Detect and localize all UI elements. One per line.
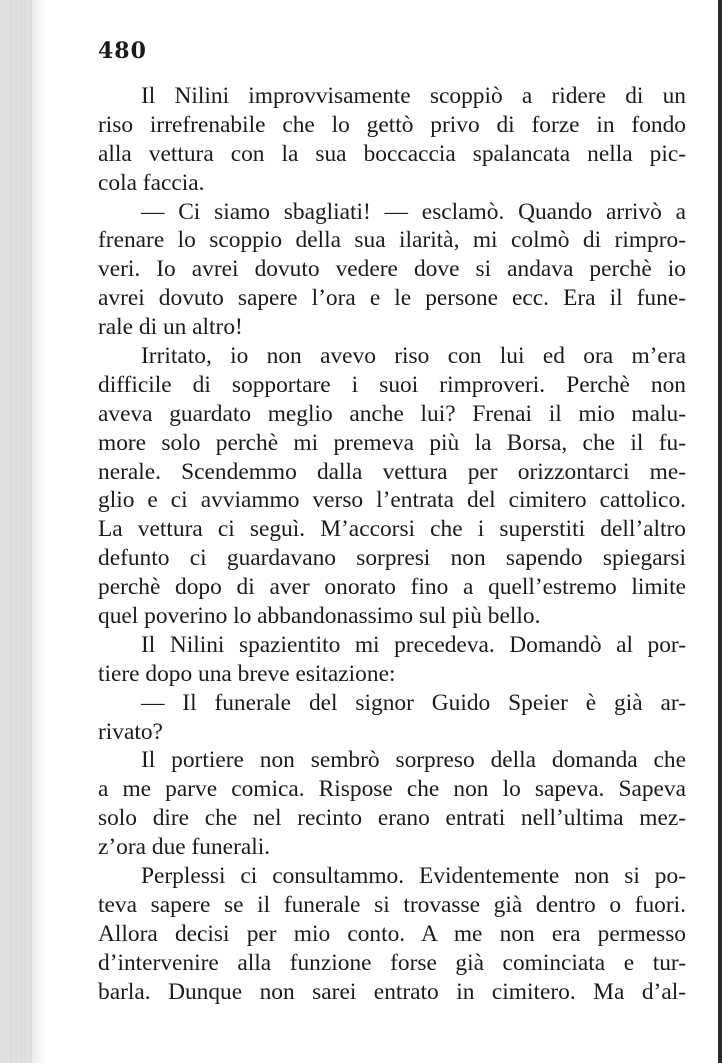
text-line: glio e ci avviammo verso l’entrata del cimitero cattolico. [98, 487, 686, 514]
text-line: more solo perchè mi premeva più la Borsa, che il fu- [98, 429, 686, 456]
text-line: riso irrefrenabile che lo gettò privo di forze in fondo [98, 111, 686, 138]
text-line: La vettura ci seguì. M’accorsi che i superstiti dell’altro [98, 516, 686, 543]
text-line: Perplessi ci consultammo. Evidentemente non si po- [141, 863, 686, 890]
text-line: tiere dopo una breve esitazione: [98, 660, 396, 687]
page-right-edge [718, 0, 722, 1063]
text-line: Il Nilini improvvisamente scoppiò a ridere di un [141, 83, 686, 109]
text-line: Allora decisi per mio conto. A me non era permesso [98, 920, 686, 947]
text-line: avrei dovuto sapere l’ora e le persone ecc. Era il fune- [98, 285, 686, 312]
text-line: alla vettura con la sua boccaccia spalancata nella pic- [98, 140, 686, 167]
text-line: z’ora due funerali. [98, 834, 271, 861]
text-line: defunto ci guardavano sorpresi non sapendo spiegarsi [98, 545, 686, 572]
text-line: rale di un altro! [98, 314, 243, 341]
text-line: frenare lo scoppio della sua ilarità, mi colmò di rimpro- [98, 227, 686, 254]
body-text [98, 82, 686, 1007]
text-line: a me parve comica. Rispose che non lo sapeva. Sapeva [98, 776, 686, 803]
book-binding-edge [0, 0, 32, 1063]
text-line: perchè dopo di aver onorato fino a quell’estremo limite [98, 574, 686, 601]
text-line: d’intervenire alla funzione forse già cominciata e tur- [98, 949, 686, 976]
text-line: cola faccia. [98, 169, 205, 196]
text-line: rivato? [98, 718, 163, 745]
text-line: — Ci siamo sbagliati! — esclamò. Quando arrivò a [141, 198, 686, 225]
text-line: — Il funerale del signor Guido Speier è già ar- [141, 689, 686, 716]
text-line: nerale. Scendemmo dalla vettura per orizzontarci me- [98, 458, 686, 485]
text-line: aveva guardato meglio anche lui? Frenai il mio malu- [98, 400, 686, 427]
text-line: veri. Io avrei dovuto vedere dove si andava perchè io [98, 256, 686, 283]
text-line: Il portiere non sembrò sorpreso della domanda che [141, 747, 686, 774]
text-line: Il Nilini spazientito mi precedeva. Domandò al por- [141, 631, 686, 658]
text-line: Irritato, io non avevo riso con lui ed ora m’era [141, 343, 686, 370]
text-line: solo dire che nel recinto erano entrati nell’ultima mez- [98, 805, 686, 832]
text-line: difficile di sopportare i suoi rimproveri. Perchè non [98, 371, 686, 398]
binding-shadow [32, 0, 46, 1063]
text-line: teva sapere se il funerale si trovasse già dentro o fuori. [98, 891, 686, 918]
text-line: barla. Dunque non sarei entrato in cimitero. Ma d’al- [98, 978, 686, 1005]
text-line: quel poverino lo abbandonassimo sul più bello. [98, 603, 541, 630]
page-number: 480 [98, 38, 147, 64]
